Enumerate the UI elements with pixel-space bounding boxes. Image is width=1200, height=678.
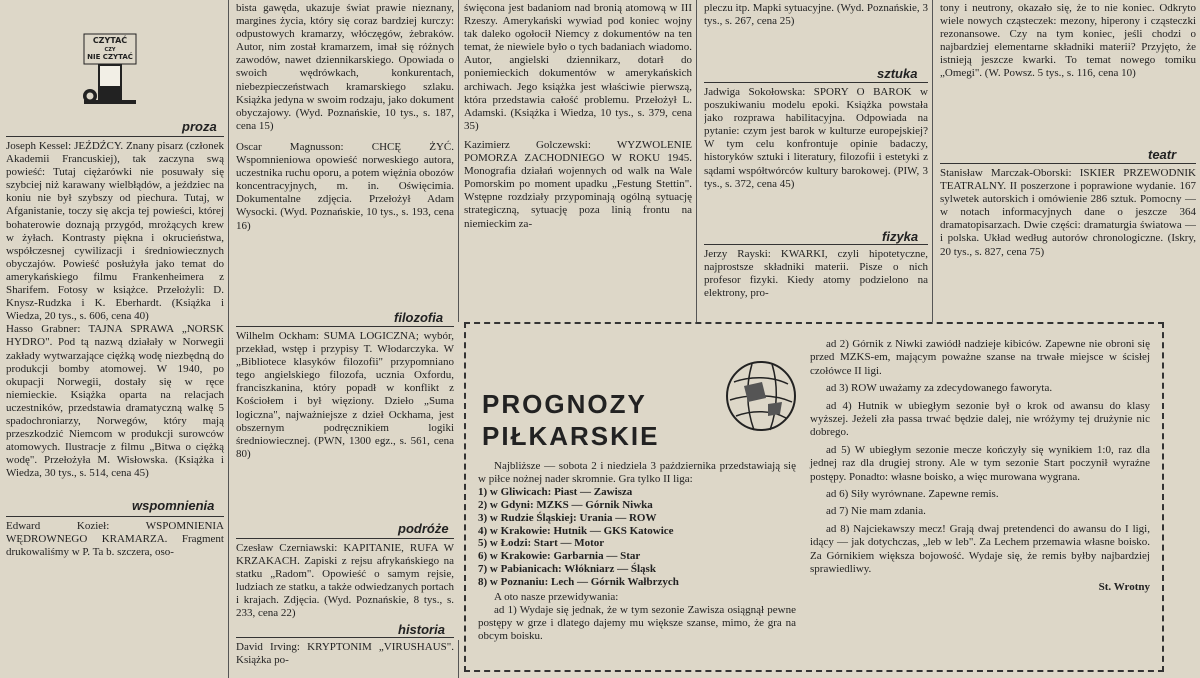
prognozy-intro: Najbliższe — sobota 2 i niedziela 3 października przedstawiają się w piłce nożnej nader skromnie. Gra tylko II liga:	[478, 460, 796, 485]
section-heading-wspomnienia: wspomnienia	[132, 498, 215, 513]
author-signature: St. Wrotny	[1098, 580, 1150, 593]
review-czerniawski: Czesław Czerniawski: KAPITANIE, RUFA W KRZAKACH. Zapiski z rejsu afrykańskiego na statku „Radom". Opowieść o samym rejsie, ludziach ze statku, a także odwiedzanych portach i krajach. Zdjęcia. (Wyd. Poznańskie, 8 tys., s. 233, cena 22)	[236, 542, 454, 620]
prognozy-title	[482, 388, 659, 452]
review-ockham: Wilhelm Ockham: SUMA LOGICZNA; wybór, przekład, wstęp i przypisy T. Włodarczyka. W „Bibliotece klasyków filozofii" przypomniano tego angielskiego filozofa, ucznia Oxfordu, franciszkanina, który popadł w konflikt z Kościołem i był więziony. Dzieło „Suma logiczna", najważniejsze z dzieł Ockhama, jest obszernym podręcznikiem logiki średniowiecznej. (PWN, 1300 egz., s. 561, cena 80)	[236, 330, 454, 460]
column-rule	[932, 0, 933, 322]
section-rule	[704, 244, 928, 245]
prognozy-title-line1: PROGNOZY	[482, 389, 647, 419]
section-rule	[236, 326, 454, 327]
column-rule	[458, 640, 459, 678]
review-irving: David Irving: KRYPTONIM „VIRUSHAUS". Książka po-	[236, 641, 454, 667]
prediction-ad8: ad 8) Najciekawszy mecz! Grają dwaj pretendenci do awansu do I ligi, idący — jak dotychczas, „leb w leb". Za Lechem przemawia własne boisko. Za Górnikiem większa bojowość. Wydaje się, że remis byłby najbardziej sprawiedliwy.	[810, 522, 1150, 576]
column-1-bottom	[6, 520, 224, 678]
prognozy-right	[810, 338, 1150, 594]
logo-text-2: CZY	[104, 47, 116, 53]
section-rule	[6, 136, 224, 137]
column-rule	[228, 0, 229, 678]
review-sokolowska: Jadwiga Sokołowska: SPORY O BAROK w poszukiwaniu modelu epoki. Książka powstała jako rozprawa habilitacyjna. Odpowiada na pytanie: czym jest barok w kulturze europejskiej? W tym celu konfrontuje opinie badaczy, historyków sztuki i literatury, filozofii i estetyki z sądami współtwórców kultury barokowej. (PIW, 3 tys., s. 372, cena 45)	[704, 86, 928, 190]
review-magnusson: Oscar Magnusson: CHCĘ ŻYĆ. Wspomnieniowa opowieść norweskiego autora, uczestnika ruchu oporu, a potem więźnia obozów koncentracyjnych, m. in. Oświęcimia. Dokumentalne zdjęcia. Przełożył Adam Wysocki. (Wyd. Poznańskie, 10 tys., s. 193, cena 16)	[236, 140, 454, 232]
match-item: 5) w Łodzi: Start — Motor	[478, 537, 605, 550]
section-heading-sztuka: sztuka	[877, 66, 918, 81]
column-1	[6, 140, 224, 498]
match-item: 4) w Krakowie: Hutnik — GKS Katowice	[478, 524, 674, 537]
section-heading-historia: historia	[398, 622, 445, 637]
match-item: 3) w Rudzie Śląskiej: Urania — ROW	[478, 511, 657, 524]
column-5	[940, 2, 1196, 146]
czytac-logo-icon	[80, 30, 140, 108]
prognozy-left	[478, 460, 796, 643]
prediction-ad2: ad 2) Górnik z Niwki zawiódł nadzieje kibiców. Zapewne nie obroni się przed MZKS-em, mającym poważne szanse na trwałe miejsce w ścisłej czołówce II ligi.	[810, 338, 1150, 377]
match-item: 1) w Gliwicach: Piast — Zawisza	[478, 485, 633, 498]
match-item: 7) w Pabianicach: Włókniarz — Śląsk	[478, 563, 656, 576]
prognozy-title-line2: PIŁKARSKIE	[482, 421, 660, 451]
match-item: 2) w Gdyni: MZKS — Górnik Niwka	[478, 498, 653, 511]
section-heading-teatr: teatr	[1148, 147, 1177, 162]
section-heading-filozofia: filozofia	[394, 310, 444, 325]
column-4-mid	[704, 86, 928, 226]
football-icon	[722, 356, 800, 436]
prediction-ad3: ad 3) ROW uważamy za zdecydowanego faworyta.	[826, 382, 1053, 395]
review-kessel: Joseph Kessel: JEŹDŹCY. Znany pisarz (członek Akademii Francuskiej), tak zaczyna swą powieść: Tutaj ciężarówki nie posuwały się szybciej niż karawany wielbłądów, a jeździec na koniu nie był szybszy od piechura. Tutaj, w Afganistanie, toczy się akcja tej powieści, której bohaterowie doznają przygód, mrożących krew w żyłach. Kontrasty piękna i okrucieństwa, współczesnej cywilizacji i średniowiecznych obyczajów. Powieść posłużyła jako temat do amerykańskiego filmu Frankenheimera z Sharifem. Fotosy w książce. Przełożyli: D. Knysz-Rudzka i K. Eberhardt. (Książka i Wiedza, 20 tys., s. 606, cena 40)	[6, 140, 224, 323]
review-golczewski: Kazimierz Golczewski: WYZWOLENIE POMORZA ZACHODNIEGO W ROKU 1945. Monografia działań wojennych od walk na Wale Pomorskim po moment upadku „Festung Stettin". Wstępne rozdziały przypominają ogólną sytuację strategiczną, sytuację poza linią frontu na niemieckim za-	[464, 138, 692, 230]
section-heading-podroze: podróże	[398, 521, 449, 536]
section-heading-proza: proza	[182, 119, 217, 134]
prediction-ad6: ad 6) Siły wyrównane. Zapewne remis.	[826, 488, 999, 501]
prediction-ad5: ad 5) W ubiegłym sezonie mecze kończyły się wynikiem 1:0, raz dla jednej raz dla drugiej strony. Ale w tym sezonie Start poczynił wyraźne postępy. Ponadto: własne boisko, a więc murowana wygrana.	[810, 443, 1150, 483]
section-rule	[940, 163, 1196, 164]
review-koziel: Edward Kozieł: WSPOMNIENIA WĘDROWNEGO KRAMARZA. Fragment drukowaliśmy w P. Ta b. szczera, oso-	[6, 520, 224, 559]
column-3	[464, 2, 692, 320]
column-5-bottom	[940, 167, 1196, 317]
review-koziel-cont: bista gawęda, ukazuje świat prawie nieznany, margines życia, który się coraz bardziej kurczy: odpustowych kramarzy, włóczęgów, żebraków. Autor, nim został kramarzem, imał się różnych zawodów, nawet dziennikarskiego. Opowiada o swoich wędrówkach, konkurentach, niebezpieczeństwach kramarskiego szlaku. Książka jedyna w swoim rodzaju, jako dokument obyczajowy. (Wyd. Poznańskie, 10 tys., s. 187, cena 15)	[236, 2, 454, 132]
column-4	[704, 2, 928, 64]
column-2-lower	[236, 542, 454, 622]
review-marczak: Stanisław Marczak-Oborski: ISKIER PRZEWODNIK TEATRALNY. II poszerzone i poprawione wydanie. 167 sylwetek autorskich i omówienie 286 sztuk. Pomocny — w notach informacyjnych dane o jeszcze 364 dramatopisarzach. Dwie części: dramaturgia światowa — i polska. Układ według autorów chronologiczne. (Iskry, 20 tys., s. 827, cena 75)	[940, 167, 1196, 258]
column-rule	[458, 0, 459, 322]
logo-text-3: NIE CZYTAĆ	[87, 53, 133, 61]
review-rayski: Jerzy Rayski: KWARKI, czyli hipotetyczne, najprostsze składniki materii. Pisze o nich profesor fizyki. Kiedy atomy podzielono na elektrony, pro-	[704, 248, 928, 300]
logo-text-1: CZYTAĆ	[92, 36, 128, 45]
prediction-ad7: ad 7) Nie mam zdania.	[826, 505, 926, 518]
section-rule	[6, 516, 224, 517]
section-rule	[236, 637, 454, 638]
section-rule	[704, 82, 928, 83]
review-grabner: Hasso Grabner: TAJNA SPRAWA „NORSK HYDRO". Pod tą nazwą działały w Norwegii zakłady wytwarzające ciężką wodę niezbędną do produkcji bomby atomowej. W 1940, po okupacji Norwegii, dostały się w ręce niemieckie. Książka oparta na relacjach uczestników, przedstawia dramatyczną walkę 5 spadochroniarzy, Norwegów, który mają przeszkodzić Niemcom w produkcji surowców atomowych. Ilustracje z filmu „Bitwa o ciężką wodę". Przełożyła M. Wisłowska. (Książka i Wiedza, 30 tys., s. 514, cena 45)	[6, 323, 224, 480]
column-rule	[696, 0, 697, 322]
prediction-ad1: ad 1) Wydaje się jednak, że w tym sezonie Zawisza osiągnął pewne postępy w grze i dlatego dajemy mu większe szanse, mimo, że gra na obcym boisku.	[478, 603, 796, 642]
review-rayski-cont: tony i neutrony, okazało się, że to nie koniec. Odkryto wiele nowych cząsteczek: mezony, hiperony i cząsteczki rezonansowe. Czy na tym koniec, jeśli chodzi o najbardziej elementarne składniki materii? Przyjęto, że istnieją jeszcze kwarki. To temat nowego tomiku „Omegi". (W. Powsz. 5 tys., s. 116, cena 10)	[940, 2, 1196, 80]
section-heading-fizyka: fizyka	[882, 229, 919, 244]
review-irving-cont: święcona jest badaniom nad bronią atomową w III Rzeszy. Amerykański wywiad pod koniec wojny tak daleko ogołocił Niemcy z dokumentów na ten temat, że niewiele było o tych badaniach wiadomo. Autor, angielski dziennikarz, dotarł do poniemieckich dokumentów w amerykańskich archiwach. Jego książka jest właściwie pierwszą, która przedstawia całość problemu. Przełożył L. Adamski. (Książka i Wiedza, 10 tys., s. 379, cena 35)	[464, 2, 692, 132]
prediction-ad4: ad 4) Hutnik w ubiegłym sezonie był o krok od awansu do klasy wyższej. Jeżeli zła passa trwać będzie dalej, nie wróżymy tej drużynie nic dobrego.	[810, 399, 1150, 439]
section-rule	[236, 538, 454, 539]
match-item: 8) w Poznaniu: Lech — Górnik Wałbrzych	[478, 576, 679, 589]
column-4-bottom	[704, 248, 928, 320]
prognozy-lead: A oto nasze przewidywania:	[494, 591, 619, 604]
column-2	[236, 2, 454, 306]
match-item: 6) w Krakowie: Garbarnia — Star	[478, 550, 641, 563]
column-2-bottom	[236, 641, 454, 678]
review-golczewski-cont: pleczu itp. Mapki sytuacyjne. (Wyd. Poznańskie, 3 tys., s. 267, cena 25)	[704, 2, 928, 28]
column-2-mid	[236, 330, 454, 520]
